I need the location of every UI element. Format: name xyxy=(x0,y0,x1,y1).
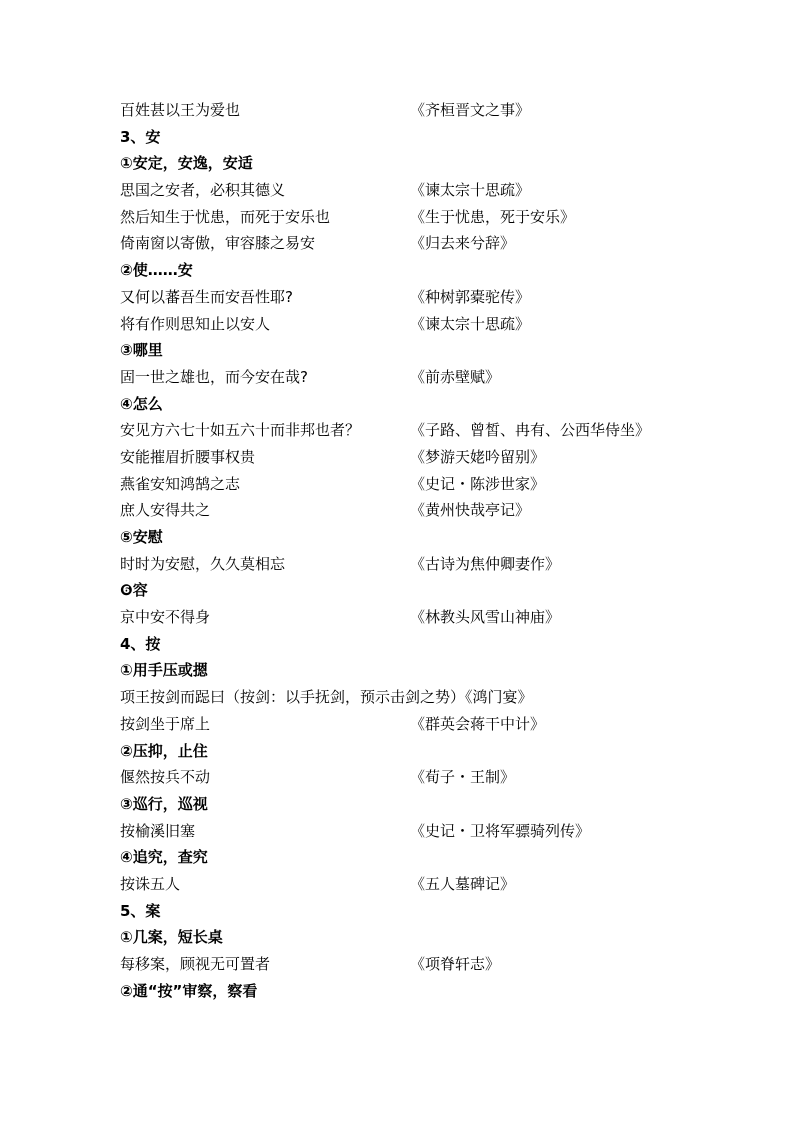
section-heading xyxy=(120,738,720,765)
heading-text: 3、安 xyxy=(120,127,161,146)
quote-text: 安见方六七十如五六十而非邦也者？ xyxy=(120,421,361,440)
quote-line xyxy=(120,417,720,444)
quote-line xyxy=(120,97,720,124)
section-heading xyxy=(120,791,720,818)
source-title: 《谏太宗十思疏》 xyxy=(410,314,531,333)
heading-text: ②通“按”审察，察看 xyxy=(120,981,258,1000)
quote-text: 安能摧眉折腰事权贵 xyxy=(120,447,256,466)
section-heading xyxy=(120,257,720,284)
source-title: 《生于忧患，死于安乐》 xyxy=(410,207,576,226)
source-title: 《林教头风雪山神庙》 xyxy=(410,608,561,627)
quote-line xyxy=(120,684,720,711)
quote-text: 思国之安者，必积其德义 xyxy=(120,181,286,200)
section-heading xyxy=(120,657,720,684)
heading-text: ③巡行，巡视 xyxy=(120,794,208,813)
section-heading xyxy=(120,577,720,604)
source-title: 《种树郭橐驼传》 xyxy=(410,287,531,306)
source-title: 《前赤壁赋》 xyxy=(410,367,501,386)
section-heading xyxy=(120,124,720,151)
source-title: 《齐桓晋文之事》 xyxy=(410,101,531,119)
source-title: 《黄州快哉亭记》 xyxy=(410,501,531,520)
heading-text: ①安定，安逸，安适 xyxy=(120,154,253,173)
quote-text: 按剑坐于席上 xyxy=(120,714,211,733)
quote-text: 项王按剑而跽曰（按剑：以手抚剑，预示击剑之势）《鸿门宴》 xyxy=(120,688,533,707)
heading-text: ❻容 xyxy=(120,581,148,600)
source-title: 《谏太宗十思疏》 xyxy=(410,181,531,200)
quote-line xyxy=(120,871,720,898)
section-heading xyxy=(120,631,720,658)
heading-text: ①几案，短长桌 xyxy=(120,928,223,947)
quote-line xyxy=(120,711,720,738)
heading-text: ③哪里 xyxy=(120,341,163,360)
section-heading xyxy=(120,337,720,364)
source-title: 《子路、曾皙、冉有、公西华侍坐》 xyxy=(410,421,651,440)
source-title: 《荀子・王制》 xyxy=(410,768,516,787)
document-body xyxy=(120,97,720,1004)
source-title: 《史记・卫将军骠骑列传》 xyxy=(410,821,591,840)
source-title: 《归去来兮辞》 xyxy=(410,234,516,253)
quote-text: 按诛五人 xyxy=(120,874,181,893)
heading-text: ④怎么 xyxy=(120,394,163,413)
quote-line xyxy=(120,551,720,578)
section-heading xyxy=(120,150,720,177)
quote-text: 庶人安得共之 xyxy=(120,501,211,520)
section-heading xyxy=(120,924,720,951)
heading-text: 4、按 xyxy=(120,634,161,653)
section-heading xyxy=(120,844,720,871)
quote-line xyxy=(120,764,720,791)
heading-text: ④追究，查究 xyxy=(120,848,208,867)
source-title: 《群英会蒋干中计》 xyxy=(410,714,546,733)
quote-line xyxy=(120,364,720,391)
quote-text: 京中安不得身 xyxy=(120,608,211,627)
quote-text: 倚南窗以寄傲，审容膝之易安 xyxy=(120,234,316,253)
quote-text: 固一世之雄也，而今安在哉? xyxy=(120,367,308,386)
section-heading xyxy=(120,978,720,1005)
section-heading xyxy=(120,898,720,925)
source-title: 《项脊轩志》 xyxy=(410,955,501,973)
quote-text: 百姓甚以王为爱也 xyxy=(120,101,241,119)
quote-text: 燕雀安知鸿鹄之志 xyxy=(120,474,241,493)
heading-text: ②压抑，止住 xyxy=(120,741,208,760)
quote-text: 又何以蕃吾生而安吾性耶? xyxy=(120,287,293,306)
quote-text: 将有作则思知止以安人 xyxy=(120,314,271,333)
quote-text: 然后知生于忧患，而死于安乐也 xyxy=(120,207,331,226)
heading-text: ①用手压或摁 xyxy=(120,661,208,680)
quote-text: 时时为安慰，久久莫相忘 xyxy=(120,554,286,573)
quote-line xyxy=(120,471,720,498)
source-title: 《五人墓碑记》 xyxy=(410,874,516,893)
source-title: 《史记・陈涉世家》 xyxy=(410,474,546,493)
source-title: 《梦游天姥吟留别》 xyxy=(410,447,546,466)
quote-line xyxy=(120,311,720,338)
source-title: 《古诗为焦仲卿妻作》 xyxy=(410,554,561,573)
quote-text: 按榆溪旧塞 xyxy=(120,821,196,840)
quote-line xyxy=(120,818,720,845)
quote-line xyxy=(120,604,720,631)
quote-line xyxy=(120,951,720,978)
quote-line xyxy=(120,444,720,471)
section-heading xyxy=(120,524,720,551)
quote-line xyxy=(120,177,720,204)
quote-line xyxy=(120,230,720,257)
quote-text: 偃然按兵不动 xyxy=(120,768,211,787)
heading-text: ②使……安 xyxy=(120,261,193,280)
heading-text: 5、案 xyxy=(120,901,161,920)
quote-line xyxy=(120,497,720,524)
quote-line xyxy=(120,204,720,231)
quote-text: 每移案，顾视无可置者 xyxy=(120,955,271,973)
heading-text: ⑤安慰 xyxy=(120,528,163,546)
quote-line xyxy=(120,284,720,311)
section-heading xyxy=(120,391,720,418)
